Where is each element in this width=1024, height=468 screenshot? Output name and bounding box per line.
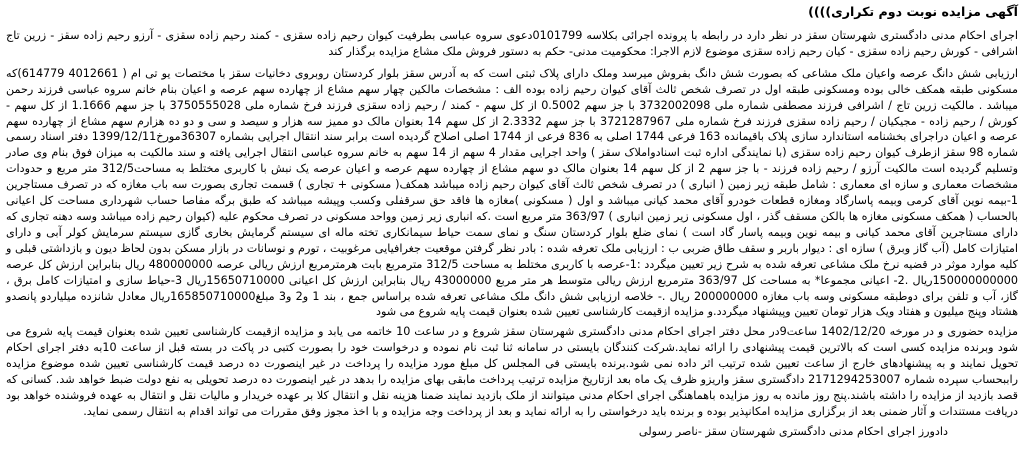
notice-title: آگهی مزایده نوبت دوم تکراری)))) [808,4,1018,19]
notice-signature: دادورز اجرای احکام مدنی دادگستری شهرستان سقز -ناصر رسولی [638,424,948,438]
notice-intro-paragraph: اجرای احکام مدنی دادگستری شهرستان سقز در نظر دارد در رابطه با پرونده اجرائی بکلاسه 0101799دعوی سروه عباسی بطرفیت کیوان رحیم زاده سقزی - کمند رحیم زاده سقزی - آرزو رحیم زاده سقز - زرین تاج اشرافی - کورش رحیم زاده سقزی - کیان رحیم زاده سقزی موضوع لازم الاجرا: محکومیت مدنی- حکم به دستور فروش ملک مشاع مزایده برگذار کند [6,29,1018,58]
notice-property-appraisal-paragraph: ارزیابی شش دانگ عرصه واعیان ملک مشاعی که بصورت شش دانگ بفروش میرسد وملک دارای پلاک ثبتی است که به آدرس سقز بلوار کردستان روبروی دخانیات سقز با مختصات یو تی ام ( 4012661 614779)که مسکونی طبقه همکف خالی بوده ومسکونی طبقه اول در تصرف شخص ثالث آقای کیوان رحیم زاده بوده الف : مشخصات مالکین چهار سهم مشاع از چهارده سهم عرصه و اعیان بنام خانم سروه عباسی فرزند رحمن میباشد . مالکیت زرین تاج / اشرافی فرزند مصطفی شماره ملی 3732002098 با جز سهم 0.5002 از کل سهم - کمند / رحیم زاده سقزی فرزند فرخ شماره ملی 3750555028 با جز سهم 1.1666 از کل سهم - کورش / رحیم زاده - مجیکیان / رحیم زاده سقزی فرزند فرخ شماره ملی 3721287967 با جز سهم 2.3332 از کل سهم 14 بعنوان مالک دو ممیز سه هزار و سیصد و سی و دو ده هزارم سهم مشاع از چهارده سهم عرصه و اعیان دراجرای بخشنامه استاندارد سازی پلاک باقیمانده 163 فرعی 1744 اصلی به 836 فرعی از 1744 اصلی اصلاح گردیده است برابر سند انتقال اجرایی بشماره 36307مورخ1399/12/11 دفتر اسناد رسمی شماره 98 سقز ازطرف کیوان رحیم زاده سقزی (با نمایندگی اداره ثبت اسنادواملاک سقز ) واحد اجرایی مقدار 4 سهم از 14 سهم به خانم سروه عباسی انتقال اجرایی یافته و سند مالکیت به میزان فوق بنام وی صادر وتسلیم گردیده است مالکیت آرزو / رحیم زاده فرزند - با جز سهم 2 از کل سهم 14 بعنوان مالک دو سهم مشاع از چهارده سهم عرصه و اعیان عرصه یک نبش با کاربری مختلط به مساحت312/5 متر مربع و حدودات مشخصات معماری و سازه ای معماری : شامل طبقه زیر زمین ( انباری ) در تصرف شخص ثالث آقای کیوان رحیم زاده میباشد همکف( مسکونی + تجاری ) قسمت تجاری بصورت سه باب مغازه که در تصرف مستاجرین 1-بیمه نوین آقای کرمی وبیمه پاسارگاد ومغازه قطعات خودرو آقای محمد کیانی میباشد و اول ( مسکونی )مغازه ها فاقد حق سرقفلی وکسب وپیشه میباشد که طبق برگه مفاصا حساب شهرداری مساحت کل اعیانی بالحساب ( همکف مسکونی مغازه ها بالکن مسقف گذر ، اول مسکونی زیر زمین انباری ) 363/97 متر مربع است .که انباری زیر زمین وواحد مسکونی در تصرف محکوم علیه (کیوان رحیم زاده میباشد وسه دهنه تجاری که دارای مستاجرین آقای محمد کیانی و بیمه نوین وبیمه پاسار گاد است ) نمای ضلع بلوار کردستان سنگ و نمای سمت حیاط سیمانکاری تخته ماله ای سیستم گرمایش بخاری گازی سیستم سرمایش کولر آبی و دارای امتیازات کامل (آب گاز وبرق ) سازه ای : دیوار باربر و سقف طاق ضربی ب : ارزیابی ملک تعرفه شده : بادر نظر گرفتن موقعیت جغرافیایی مرغوبیت ، تورم و نوسانات در بازار مسکن بدون لحاظ دیون و بازداشتی قبلی و کلیه موارد موثر در قضیه نرخ ملک مشاعی تعرفه شده به شرح زیر تعیین میگردد :1-عرصه با کاربری مختلط به مساحت 312/5 مترمربع بابت هرمترمربع ارزش ریالی عرصه 480000000 ریال بنابراین ارزش کل عرصه 150000000000ریال .2- اعیانی مجموعا* به مساحت کل 363/97 مترمربع ارزش ریالی متوسط هر متر مربع 43000000 ریال بنابراین ارزش کل اعیانی 15650710000ریال 3-حیاط سازی و امتیازات کامل برق ، گاز، آب و تلفن برای دوطبقه مسکونی وسه باب مغازه 200000000 ریال .- خلاصه ارزیابی شش دانگ ملک مشاعی تعرفه شده براساس جمع ، بند 1 و2 و3 مبلغ165850710000ریال معادل شانزده میلیاردو پانصدو هشتاد وپنج میلیون و هفتاد ویک هزار تومان تعیین وپیشنهاد میگردد.و مزایده ازقیمت کارشناسی تعیین شده بعنوان قیمت پایه شروع می شود [6,66,1019,319]
notice-auction-terms-paragraph: مزایده حضوری و در مورخه 1402/12/20 ساعت9در محل دفتر اجرای احکام مدنی دادگستری شهرستان سقز شروع و در ساعت 10 خاتمه می یابد و مزایده ازقیمت کارشناسی تعیین شده بعنوان قیمت پایه شروع می شود وبرنده مزایده کسی است که بالاترین قیمت پیشنهادی را ارائه نماید.شرکت کنندگان بایستی در سامانه ثنا ثبت نام نموده و درخواست خود را بصورت کتبی در پاکت در بسته قبل از ساعت 10به دفتر اجرای احکام تحویل نمایند و به پیشنهادهای خارج از ساعت تعیین شده ترتیب اثر داده نمی شود.برنده بایستی فی المجلس کل مبلغ مورد مزایده را پرداخت در غیر اینصورت ده درصد قیمت کارشناسی تعیین شده موضوع مزایده راببحساب سپرده شماره 2171294253007 دادگستری سقز واریزو ظرف یک ماه بعد ازتاریخ مزایده ترتیب پرداخت مابقی بهای مزایده را بدهد در غیر اینصورت ده درصد تحویلی به نفع دولت ضبط خواهد شد. کسانی که قصد بازدید از مزایده را داشته باشند.پنج روز مانده به روز مزایده باهماهنگی اجرای احکام مدنی میتوانند از ملک بازدید نمایند ضمنا هزینه نقل و انتقال کلا بر عهده خریدار و مالیات نقل و انتقال به عهده فروشنده خواهد بود دریافت مستندات و آثار ضمنی بعد از برگزاری مزایده امکانپذیر بوده و برنده باید درخواستی را به ارائه نماید و بعد از پرداخت وجه مزایده و با اخذ مجوز وفق مقررات می تواند اقدام به انتقال رسمی نماید. [6,325,1019,418]
